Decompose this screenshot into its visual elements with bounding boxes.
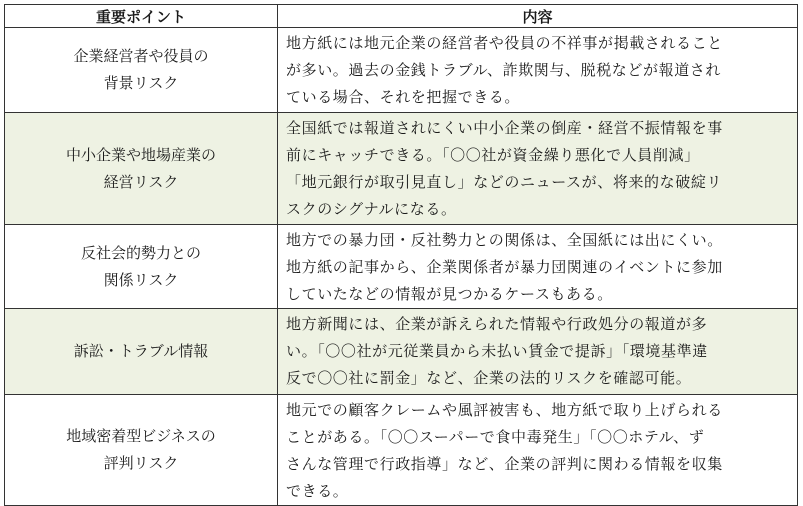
point-cell (5, 113, 278, 225)
content-text: 地方紙の記事から、企業関係者が暴力団関連のイベントに参加 (286, 258, 723, 276)
content-text: 「地元銀行が取引見直し」などのニュースが、将来的な破綻リ (286, 173, 723, 191)
point-text: 反社会的勢力との (80, 243, 201, 262)
content-text: さんな管理で行政指導」など、企業の評判に関わる情報を収集 (286, 455, 723, 473)
content-text: していたなどの情報が見つかるケースもある。 (286, 285, 613, 303)
point-text: 中小企業や地場産業の (65, 145, 216, 164)
content-text: 前にキャッチできる。「〇〇社が資金繰り悪化で人員削減」 (286, 146, 700, 164)
content-cell (278, 113, 798, 225)
point-cell (5, 28, 278, 113)
point-text: 評判リスク (103, 454, 179, 472)
content-text: 地元での顧客クレームや風評被害も、地方紙で取り上げられる (286, 401, 723, 419)
content-text: 地方新聞には、企業が訴えられた情報や行政処分の報道が多 (286, 315, 708, 333)
risk-table (4, 4, 798, 506)
header-point: 重要ポイント (5, 5, 278, 28)
point-text: 企業経営者や役員の (73, 47, 209, 65)
content-text: 地方での暴力団・反社勢力との関係は、全国紙には出にくい。 (286, 231, 723, 249)
content-cell (278, 395, 798, 506)
content-cell (278, 309, 798, 395)
content-text: ことがある。「〇〇スーパーで食中毒発生」「〇〇ホテル、ず (286, 428, 705, 446)
table-row (5, 309, 798, 395)
point-text: 地域密着型ビジネスの (66, 427, 216, 445)
content-text: ている場合、それを把握できる。 (286, 88, 521, 106)
table-row (5, 113, 798, 225)
table-row (5, 28, 798, 113)
point-text: 訴訟・トラブル情報 (73, 342, 209, 360)
header-row (5, 5, 798, 28)
point-text: 経営リスク (103, 172, 179, 191)
content-text: 全国紙では報道されにくい中小企業の倒産・経営不振情報を事 (286, 119, 723, 137)
content-text: スクのシグナルになる。 (286, 200, 457, 218)
point-cell (5, 225, 278, 309)
table-row (5, 395, 798, 506)
point-cell (5, 395, 278, 506)
content-cell (278, 225, 798, 309)
point-text: 関係リスク (103, 270, 179, 289)
table-row (5, 225, 798, 309)
content-text: い。「〇〇社が元従業員から未払い賃金で提訴」「環境基準違 (286, 342, 708, 360)
content-text: 地方紙には地元企業の経営者や役員の不祥事が掲載されること (286, 34, 723, 52)
content-text: が多い。過去の金銭トラブル、詐欺関与、脱税などが報道され (286, 61, 722, 79)
content-text: できる。 (286, 482, 349, 500)
header-content: 内容 (278, 5, 798, 28)
point-cell (5, 309, 278, 395)
content-text: 反で〇〇社に罰金」など、企業の法的リスクを確認可能。 (286, 369, 692, 387)
content-cell (278, 28, 798, 113)
point-text: 背景リスク (103, 74, 179, 92)
